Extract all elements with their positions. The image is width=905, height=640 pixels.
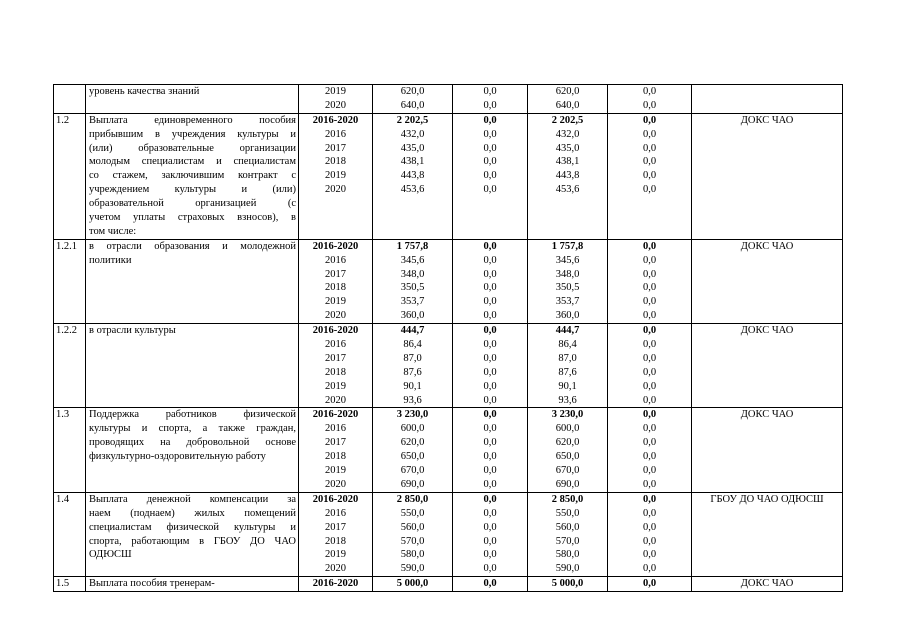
- value-col-c: 0,0: [642, 366, 657, 378]
- value-col-a: 0,0: [483, 409, 497, 421]
- value-col-a: 0,0: [483, 478, 497, 490]
- table-row: [54, 113, 843, 239]
- program-funding-table: [53, 84, 843, 592]
- value-col-b: 3 230,0: [551, 409, 584, 421]
- value-col-a: 0,0: [483, 437, 497, 449]
- measure-name: [86, 113, 299, 239]
- measure-name-line: физкультурно-оздоровительную работу: [89, 451, 266, 463]
- value-years: 2018: [325, 451, 346, 463]
- value-years: 2019: [325, 170, 346, 182]
- value-col-c: 0,0: [642, 310, 657, 322]
- value-col-b: 348,0: [555, 268, 580, 280]
- executor-name: ДОКС ЧАО: [740, 325, 794, 337]
- value-col-b: 5 000,0: [551, 578, 584, 590]
- executor-cell: [692, 113, 843, 239]
- cell-total: [373, 492, 453, 576]
- executor-cell: [692, 492, 843, 576]
- value-total: 600,0: [400, 423, 425, 435]
- value-col-a: 0,0: [483, 339, 497, 351]
- value-col-c: 0,0: [642, 325, 657, 337]
- executor-cell: [692, 239, 843, 323]
- cell-col-b: [528, 113, 608, 239]
- cell-total: [373, 113, 453, 239]
- value-years: 2016-2020: [312, 493, 359, 505]
- value-col-c: 0,0: [642, 339, 657, 351]
- value-years: 2019: [325, 86, 346, 97]
- value-col-b: 580,0: [555, 549, 580, 561]
- executor-name: ДОКС ЧАО: [740, 240, 794, 252]
- value-col-a: 0,0: [483, 423, 497, 435]
- measure-name-line: Поддержка работников физической: [89, 409, 296, 421]
- value-col-c: 0,0: [642, 352, 657, 364]
- value-years: 2020: [325, 394, 346, 406]
- value-col-a: 0,0: [483, 352, 497, 364]
- row-number: [54, 113, 86, 239]
- value-col-b: 444,7: [555, 325, 580, 337]
- value-col-a: 0,0: [483, 268, 497, 280]
- value-total: 353,7: [400, 296, 425, 308]
- value-col-c: 0,0: [642, 142, 657, 154]
- value-col-b: 570,0: [555, 535, 580, 547]
- value-col-b: 2 202,5: [551, 114, 584, 126]
- value-col-c: 0,0: [642, 86, 657, 97]
- row-number-text: 1.2.1: [56, 240, 77, 252]
- measure-name: [86, 239, 299, 323]
- value-col-b: 87,0: [558, 352, 577, 364]
- value-total: 350,5: [400, 282, 425, 294]
- value-col-b: 353,7: [555, 296, 580, 308]
- measure-name-line: том числе:: [89, 225, 137, 237]
- table-row: [54, 85, 843, 114]
- measure-name-line: Выплата денежной компенсации за: [89, 493, 296, 505]
- cell-col-b: [528, 577, 608, 592]
- value-years: 2020: [325, 99, 346, 111]
- cell-years: [299, 324, 373, 408]
- value-col-b: 560,0: [555, 521, 580, 533]
- cell-col-a: [453, 492, 528, 576]
- value-col-a: 0,0: [483, 310, 497, 322]
- cell-col-a: [453, 408, 528, 492]
- row-number: [54, 492, 86, 576]
- value-years: 2017: [325, 142, 346, 154]
- cell-col-c: [608, 113, 692, 239]
- cell-total: [373, 324, 453, 408]
- cell-col-a: [453, 85, 528, 114]
- value-years: 2020: [325, 563, 346, 575]
- value-total: 432,0: [400, 128, 425, 140]
- row-number-text: 1.4: [56, 493, 70, 505]
- measure-name-line: политики: [89, 254, 132, 266]
- value-total: 348,0: [400, 268, 425, 280]
- cell-col-a: [453, 113, 528, 239]
- document-page: [53, 84, 842, 592]
- value-total: 1 757,8: [396, 240, 429, 252]
- value-total: 2 202,5: [396, 114, 429, 126]
- value-col-a: 0,0: [483, 578, 497, 590]
- cell-total: [373, 85, 453, 114]
- value-total: 444,7: [400, 325, 425, 337]
- cell-col-c: [608, 577, 692, 592]
- value-col-b: 435,0: [555, 142, 580, 154]
- value-col-c: 0,0: [642, 296, 657, 308]
- executor-name: ДОКС ЧАО: [740, 578, 794, 590]
- value-years: 2016: [325, 423, 346, 435]
- measure-name-line: проводящих на добровольной основе: [89, 437, 296, 449]
- value-years: 2016-2020: [312, 409, 359, 421]
- value-col-b: 90,1: [558, 380, 577, 392]
- table-row: [54, 324, 843, 408]
- value-col-c: 0,0: [642, 380, 657, 392]
- table-row: [54, 577, 843, 592]
- measure-name-line: в отрасли образования и молодежной: [89, 240, 296, 252]
- cell-total: [373, 577, 453, 592]
- cell-col-a: [453, 324, 528, 408]
- value-years: 2020: [325, 478, 346, 490]
- cell-col-a: [453, 239, 528, 323]
- value-years: 2016-2020: [312, 114, 359, 126]
- value-total: 620,0: [400, 437, 425, 449]
- value-total: 87,0: [403, 352, 422, 364]
- value-col-b: 600,0: [555, 423, 580, 435]
- value-years: 2019: [325, 465, 346, 477]
- value-total: 3 230,0: [396, 409, 429, 421]
- measure-name: [86, 492, 299, 576]
- value-col-a: 0,0: [483, 142, 497, 154]
- cell-col-b: [528, 324, 608, 408]
- value-col-a: 0,0: [483, 380, 497, 392]
- value-col-c: 0,0: [642, 549, 657, 561]
- value-col-b: 620,0: [555, 437, 580, 449]
- value-total: 90,1: [403, 380, 422, 392]
- value-col-b: 690,0: [555, 478, 580, 490]
- value-col-c: 0,0: [642, 493, 657, 505]
- value-col-c: 0,0: [642, 184, 657, 196]
- value-col-a: 0,0: [483, 86, 497, 97]
- measure-name-line: ОДЮСШ: [89, 549, 132, 561]
- value-col-c: 0,0: [642, 409, 657, 421]
- value-years: 2019: [325, 296, 346, 308]
- value-years: 2018: [325, 156, 346, 168]
- value-col-c: 0,0: [642, 128, 657, 140]
- value-col-a: 0,0: [483, 563, 497, 575]
- cell-col-c: [608, 85, 692, 114]
- value-total: 87,6: [403, 366, 422, 378]
- value-years: 2016-2020: [312, 578, 359, 590]
- cell-col-c: [608, 324, 692, 408]
- cell-total: [373, 239, 453, 323]
- cell-total: [373, 408, 453, 492]
- measure-name: [86, 324, 299, 408]
- value-col-b: 432,0: [555, 128, 580, 140]
- value-years: 2020: [325, 310, 346, 322]
- cell-col-b: [528, 408, 608, 492]
- value-col-a: 0,0: [483, 521, 497, 533]
- value-total: 560,0: [400, 521, 425, 533]
- executor-name: ГБОУ ДО ЧАО ОДЮСШ: [710, 493, 824, 505]
- value-col-a: 0,0: [483, 99, 497, 111]
- cell-years: [299, 113, 373, 239]
- value-total: 86,4: [403, 339, 422, 351]
- value-col-b: 345,6: [555, 254, 580, 266]
- value-col-a: 0,0: [483, 254, 497, 266]
- cell-col-a: [453, 577, 528, 592]
- value-years: 2018: [325, 282, 346, 294]
- measure-name-line: наем (поднаем) жилых помещений: [89, 507, 296, 519]
- measure-name-line: прибывшим в учреждения культуры и: [89, 128, 296, 140]
- value-col-c: 0,0: [642, 563, 657, 575]
- executor-name: ДОКС ЧАО: [740, 409, 794, 421]
- value-col-a: 0,0: [483, 451, 497, 463]
- cell-col-c: [608, 239, 692, 323]
- cell-col-c: [608, 408, 692, 492]
- value-col-c: 0,0: [642, 99, 657, 111]
- measure-name-line: учетом уплаты страховых взносов), в: [89, 212, 296, 224]
- value-col-b: 360,0: [555, 310, 580, 322]
- value-col-b: 1 757,8: [551, 240, 584, 252]
- value-col-b: 453,6: [555, 184, 580, 196]
- value-years: 2017: [325, 521, 346, 533]
- measure-name-line: Выплата пособия тренерам-: [89, 578, 215, 590]
- value-total: 580,0: [400, 549, 425, 561]
- table-row: [54, 408, 843, 492]
- value-col-c: 0,0: [642, 451, 657, 463]
- value-col-a: 0,0: [483, 465, 497, 477]
- value-col-c: 0,0: [642, 423, 657, 435]
- value-col-b: 550,0: [555, 507, 580, 519]
- value-col-c: 0,0: [642, 535, 657, 547]
- value-total: 435,0: [400, 142, 425, 154]
- value-total: 93,6: [403, 394, 422, 406]
- value-col-b: 620,0: [555, 86, 580, 97]
- value-col-c: 0,0: [642, 465, 657, 477]
- measure-name-line: Выплата единовременного пособия: [89, 114, 296, 126]
- value-years: 2017: [325, 268, 346, 280]
- value-col-a: 0,0: [483, 170, 497, 182]
- value-years: 2016-2020: [312, 325, 359, 337]
- value-col-b: 590,0: [555, 563, 580, 575]
- measure-name-line: со стажем, заключившим контракт с: [89, 170, 296, 182]
- executor-cell: [692, 408, 843, 492]
- value-col-b: 2 850,0: [551, 493, 584, 505]
- value-years: 2016: [325, 339, 346, 351]
- measure-name-line: уровень качества знаний: [89, 86, 200, 97]
- value-col-c: 0,0: [642, 156, 657, 168]
- value-col-b: 87,6: [558, 366, 577, 378]
- value-col-a: 0,0: [483, 549, 497, 561]
- value-col-a: 0,0: [483, 240, 497, 252]
- value-total: 640,0: [400, 99, 425, 111]
- value-col-c: 0,0: [642, 268, 657, 280]
- value-col-c: 0,0: [642, 478, 657, 490]
- value-years: 2019: [325, 380, 346, 392]
- row-number-text: 1.2: [56, 114, 70, 126]
- value-col-c: 0,0: [642, 521, 657, 533]
- value-col-a: 0,0: [483, 282, 497, 294]
- value-col-a: 0,0: [483, 296, 497, 308]
- row-number-text: 1.3: [56, 409, 70, 421]
- row-number: [54, 408, 86, 492]
- value-years: 2019: [325, 549, 346, 561]
- value-col-a: 0,0: [483, 156, 497, 168]
- value-col-b: 443,8: [555, 170, 580, 182]
- row-number: [54, 577, 86, 592]
- measure-name-line: специалистам физической культуры и: [89, 521, 296, 533]
- value-total: 650,0: [400, 451, 425, 463]
- cell-col-b: [528, 85, 608, 114]
- value-col-a: 0,0: [483, 325, 497, 337]
- value-total: 360,0: [400, 310, 425, 322]
- value-years: 2017: [325, 352, 346, 364]
- value-col-b: 86,4: [558, 339, 577, 351]
- table-row: [54, 239, 843, 323]
- value-col-c: 0,0: [642, 578, 657, 590]
- row-number-text: 1.2.2: [56, 325, 77, 337]
- value-total: 670,0: [400, 465, 425, 477]
- measure-name-line: культуры и спорта, а также граждан,: [89, 423, 296, 435]
- value-col-c: 0,0: [642, 507, 657, 519]
- measure-name-line: в отрасли культуры: [89, 325, 176, 337]
- value-years: 2020: [325, 184, 346, 196]
- value-col-c: 0,0: [642, 437, 657, 449]
- value-col-b: 670,0: [555, 465, 580, 477]
- value-col-a: 0,0: [483, 128, 497, 140]
- value-years: 2017: [325, 437, 346, 449]
- cell-years: [299, 577, 373, 592]
- value-col-a: 0,0: [483, 114, 497, 126]
- value-total: 453,6: [400, 184, 425, 196]
- measure-name-line: (или) образовательные организации: [89, 142, 296, 154]
- measure-name-line: спорта, работающим в ГБОУ ДО ЧАО: [89, 535, 296, 547]
- value-col-a: 0,0: [483, 493, 497, 505]
- cell-years: [299, 408, 373, 492]
- value-total: 345,6: [400, 254, 425, 266]
- value-total: 620,0: [400, 86, 425, 97]
- cell-col-b: [528, 492, 608, 576]
- value-total: 2 850,0: [396, 493, 429, 505]
- value-total: 443,8: [400, 170, 425, 182]
- value-years: 2016-2020: [312, 240, 359, 252]
- measure-name-line: образовательной организацией (с: [89, 198, 296, 210]
- executor-cell: [692, 324, 843, 408]
- value-col-a: 0,0: [483, 366, 497, 378]
- value-col-a: 0,0: [483, 507, 497, 519]
- value-years: 2018: [325, 366, 346, 378]
- cell-col-b: [528, 239, 608, 323]
- value-col-b: 438,1: [555, 156, 580, 168]
- measure-name: [86, 577, 299, 592]
- value-col-c: 0,0: [642, 394, 657, 406]
- row-number: [54, 85, 86, 114]
- value-col-a: 0,0: [483, 535, 497, 547]
- value-total: 590,0: [400, 563, 425, 575]
- cell-years: [299, 239, 373, 323]
- row-number: [54, 239, 86, 323]
- value-col-c: 0,0: [642, 282, 657, 294]
- value-col-b: 640,0: [555, 99, 580, 111]
- value-years: 2016: [325, 507, 346, 519]
- measure-name-line: молодым специалистам и специалистам: [89, 156, 296, 168]
- cell-years: [299, 85, 373, 114]
- value-col-b: 93,6: [558, 394, 577, 406]
- row-number-text: 1.5: [56, 578, 70, 590]
- row-number: [54, 324, 86, 408]
- value-years: 2016: [325, 254, 346, 266]
- value-years: 2016: [325, 128, 346, 140]
- executor-cell: [692, 85, 843, 114]
- measure-name-line: учреждением культуры и (или): [89, 184, 296, 196]
- value-total: 690,0: [400, 478, 425, 490]
- value-col-c: 0,0: [642, 170, 657, 182]
- value-col-c: 0,0: [642, 254, 657, 266]
- value-col-c: 0,0: [642, 240, 657, 252]
- executor-cell: [692, 577, 843, 592]
- value-years: 2018: [325, 535, 346, 547]
- value-col-a: 0,0: [483, 394, 497, 406]
- measure-name: [86, 85, 299, 114]
- measure-name: [86, 408, 299, 492]
- cell-years: [299, 492, 373, 576]
- value-col-b: 650,0: [555, 451, 580, 463]
- value-col-b: 350,5: [555, 282, 580, 294]
- table-row: [54, 492, 843, 576]
- value-total: 438,1: [400, 156, 425, 168]
- value-total: 550,0: [400, 507, 425, 519]
- executor-name: ДОКС ЧАО: [740, 114, 794, 126]
- value-col-a: 0,0: [483, 184, 497, 196]
- value-col-c: 0,0: [642, 114, 657, 126]
- cell-col-c: [608, 492, 692, 576]
- value-total: 5 000,0: [396, 578, 429, 590]
- value-total: 570,0: [400, 535, 425, 547]
